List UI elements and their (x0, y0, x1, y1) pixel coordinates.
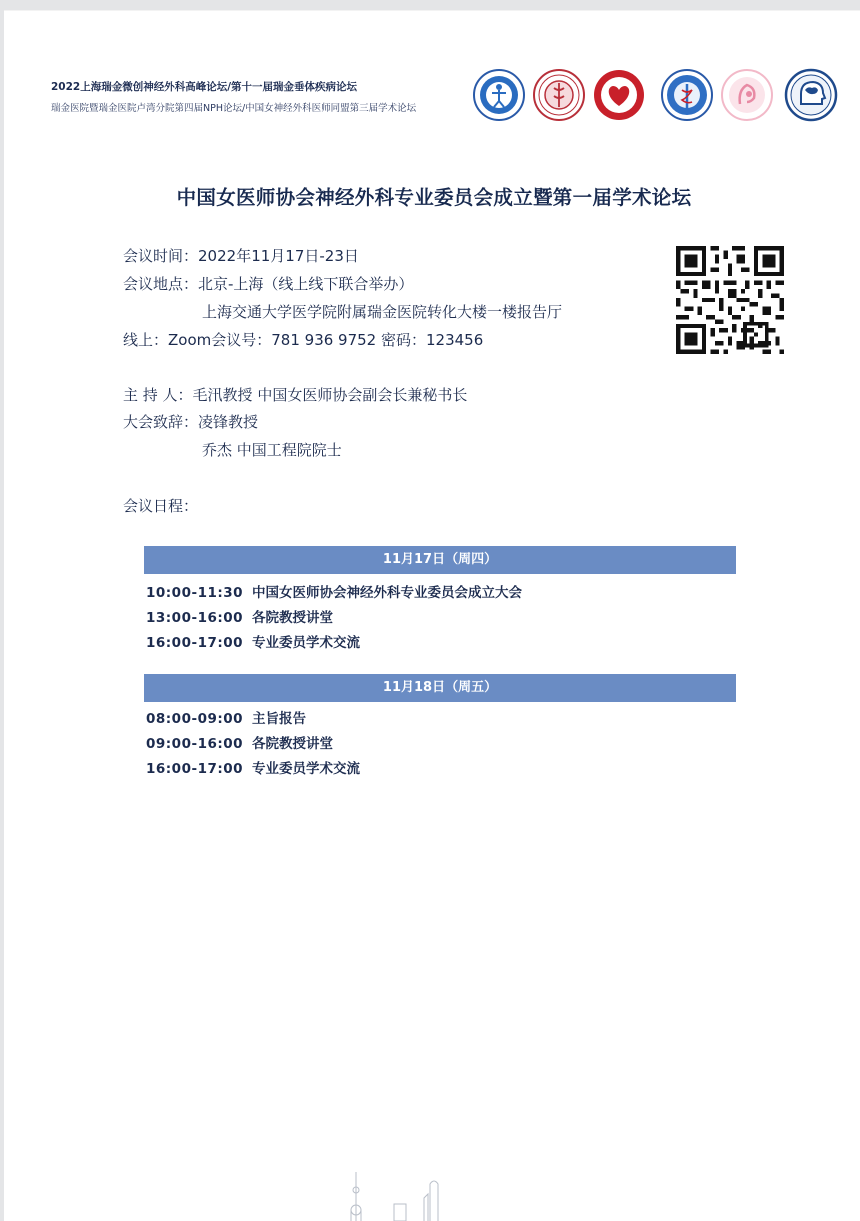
meeting-time (123, 245, 359, 266)
meeting-place (123, 273, 413, 294)
time-value: 2022年11月17日-23日 (198, 247, 359, 265)
women-doctors-logo (660, 68, 714, 122)
schedule-row (146, 631, 360, 651)
row-desc: 专业委员学术交流 (252, 635, 360, 651)
row-desc: 主旨报告 (252, 711, 306, 727)
cmwa-logo (592, 68, 646, 122)
schedule-row (146, 707, 306, 727)
logo-strip (472, 68, 842, 124)
speech-label: 大会致辞： (123, 413, 199, 431)
place-label: 会议地点： (123, 275, 199, 293)
online-info (123, 329, 483, 350)
row-desc: 各院教授讲堂 (252, 610, 333, 626)
row-time: 09:00-16:00 (146, 736, 244, 752)
row-desc: 各院教授讲堂 (252, 736, 333, 752)
schedule-row (146, 757, 360, 777)
brain-logo (784, 68, 838, 122)
speech-line-1: 凌锋教授 (198, 413, 259, 431)
time-label: 会议时间： (123, 247, 199, 265)
host-label: 主 持 人： (123, 386, 193, 404)
host-value: 毛汛教授 中国女医师协会副会长兼秘书长 (192, 386, 468, 404)
document-page (4, 10, 860, 1221)
row-time: 16:00-17:00 (146, 635, 244, 651)
place-line-2: 上海交通大学医学院附属瑞金医院转化大楼一楼报告厅 (202, 303, 563, 321)
schedule-label: 会议日程： (123, 497, 199, 515)
row-time: 08:00-09:00 (146, 711, 244, 727)
shanghai-skyline-illustration (334, 1170, 454, 1221)
schedule-row (146, 581, 522, 601)
row-time: 10:00-11:30 (146, 585, 244, 601)
speech-info (123, 411, 258, 432)
qr-code[interactable] (676, 246, 784, 354)
header-line-1: 2022上海瑞金微创神经外科高峰论坛/第十一届瑞金垂体疾病论坛 (51, 81, 358, 93)
row-time: 13:00-16:00 (146, 610, 244, 626)
female-neurosurgery-logo (720, 68, 774, 122)
row-desc: 专业委员学术交流 (252, 761, 360, 777)
day-header-1: 11月17日（周四） (144, 546, 736, 574)
schedule-row (146, 606, 333, 626)
row-desc: 中国女医师协会神经外科专业委员会成立大会 (252, 585, 522, 601)
hospital-logo (532, 68, 586, 122)
top-border (4, 10, 860, 11)
row-time: 16:00-17:00 (146, 761, 244, 777)
society-logo-1 (472, 68, 526, 122)
day-header-2: 11月18日（周五） (144, 674, 736, 702)
page-title: 中国女医师协会神经外科专业委员会成立暨第一届学术论坛 (176, 186, 692, 209)
host-info (123, 384, 467, 405)
place-line-1: 北京-上海（线上线下联合举办） (198, 275, 414, 293)
header-line-2: 瑞金医院暨瑞金医院卢湾分院第四届NPH论坛/中国女神经外科医师同盟第三届学术论坛 (51, 103, 417, 114)
schedule-row (146, 732, 333, 752)
online-label: 线上： (123, 331, 169, 349)
online-value: Zoom会议号：781 936 9752 密码：123456 (168, 331, 484, 349)
speech-line-2: 乔杰 中国工程院院士 (202, 441, 342, 459)
